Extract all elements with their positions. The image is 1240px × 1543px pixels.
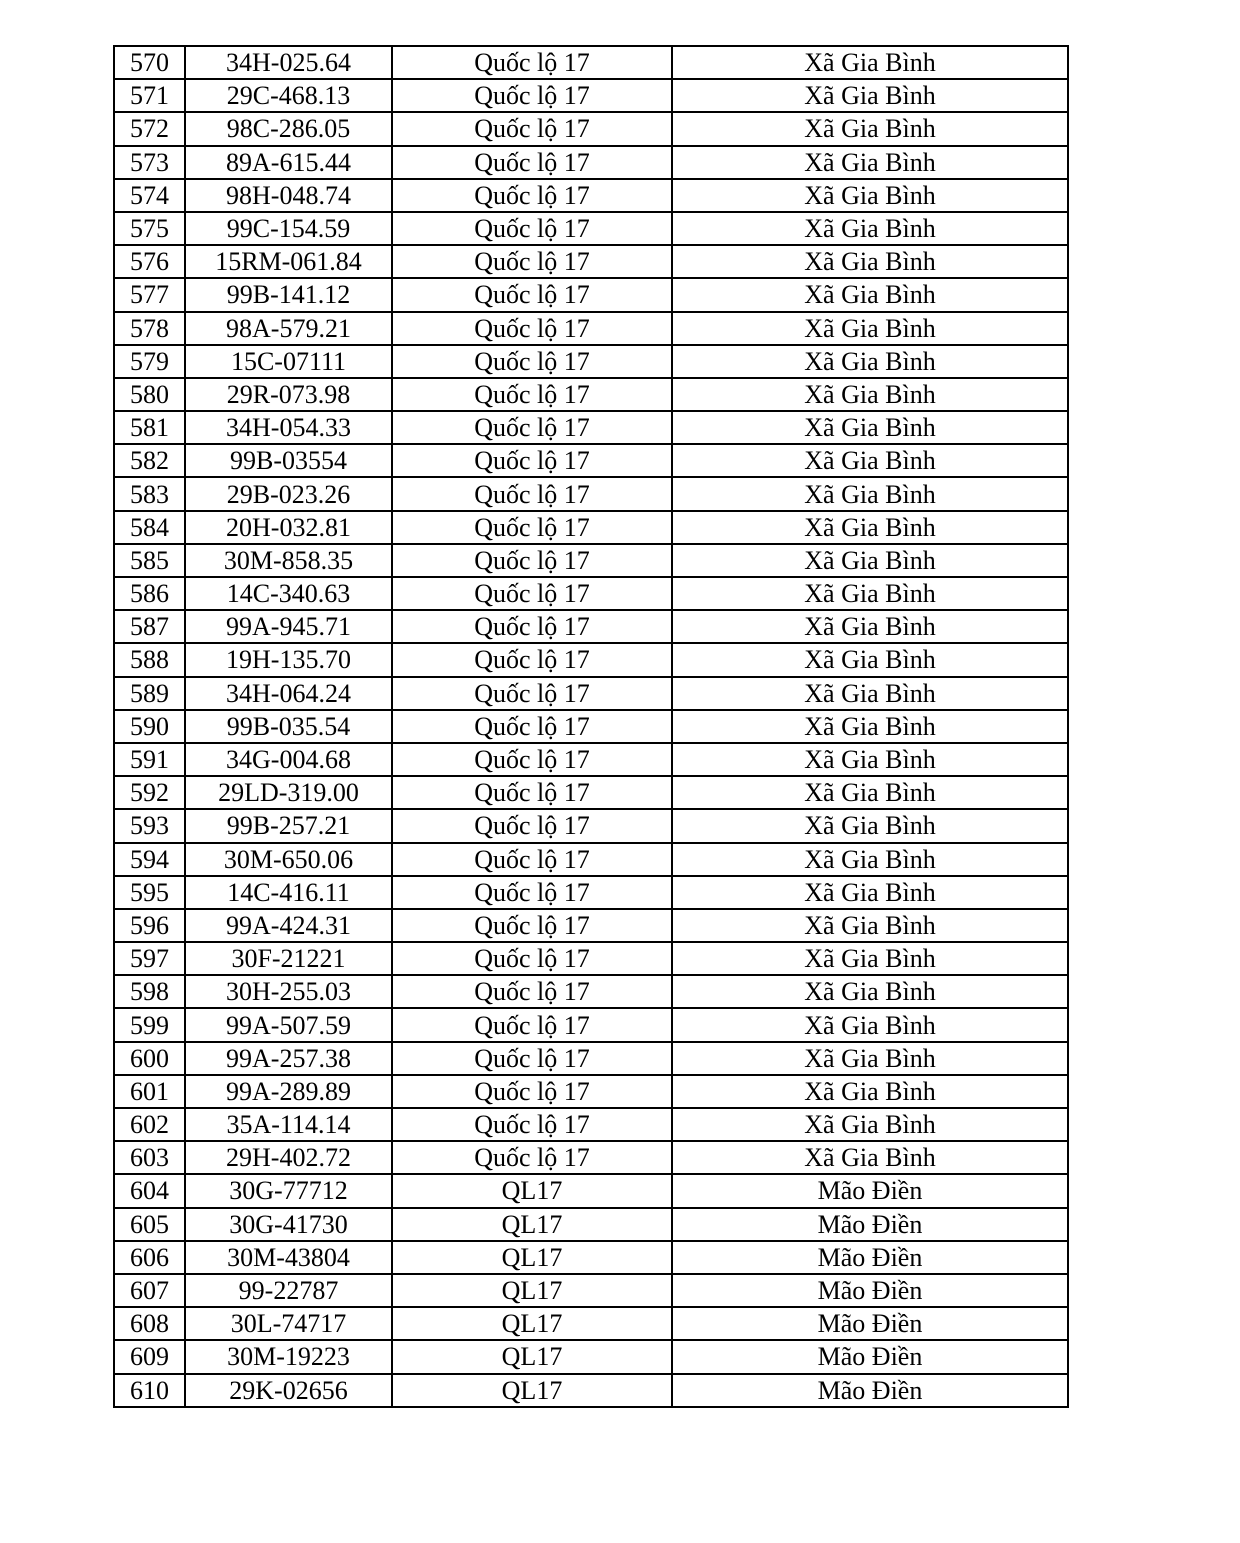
road-cell: Quốc lộ 17	[392, 544, 672, 577]
records-table	[113, 45, 1069, 1408]
table-row	[114, 411, 1068, 444]
license-plate-cell: 14C-340.63	[185, 577, 392, 610]
location-cell: Xã Gia Bình	[672, 710, 1068, 743]
license-plate-cell: 89A-615.44	[185, 146, 392, 179]
table-row	[114, 677, 1068, 710]
location-cell: Mão Điền	[672, 1340, 1068, 1373]
row-number-cell: 580	[114, 378, 185, 411]
row-number-cell: 610	[114, 1374, 185, 1407]
location-cell: Xã Gia Bình	[672, 179, 1068, 212]
license-plate-cell: 29C-468.13	[185, 79, 392, 112]
row-number-cell: 592	[114, 776, 185, 809]
road-cell: Quốc lộ 17	[392, 776, 672, 809]
road-cell: Quốc lộ 17	[392, 809, 672, 842]
location-cell: Xã Gia Bình	[672, 843, 1068, 876]
location-cell: Mão Điền	[672, 1274, 1068, 1307]
location-cell: Xã Gia Bình	[672, 212, 1068, 245]
table-row	[114, 1374, 1068, 1407]
road-cell: Quốc lộ 17	[392, 112, 672, 145]
road-cell: Quốc lộ 17	[392, 643, 672, 676]
location-cell: Xã Gia Bình	[672, 1141, 1068, 1174]
road-cell: Quốc lộ 17	[392, 577, 672, 610]
location-cell: Mão Điền	[672, 1307, 1068, 1340]
row-number-cell: 593	[114, 809, 185, 842]
table-row	[114, 179, 1068, 212]
location-cell: Xã Gia Bình	[672, 245, 1068, 278]
table-row	[114, 1307, 1068, 1340]
table-row	[114, 112, 1068, 145]
location-cell: Mão Điền	[672, 1174, 1068, 1207]
location-cell: Xã Gia Bình	[672, 909, 1068, 942]
row-number-cell: 603	[114, 1141, 185, 1174]
road-cell: Quốc lộ 17	[392, 212, 672, 245]
license-plate-cell: 30M-650.06	[185, 843, 392, 876]
row-number-cell: 583	[114, 477, 185, 510]
road-cell: Quốc lộ 17	[392, 1141, 672, 1174]
table-row	[114, 1042, 1068, 1075]
license-plate-cell: 29H-402.72	[185, 1141, 392, 1174]
row-number-cell: 590	[114, 710, 185, 743]
location-cell: Xã Gia Bình	[672, 743, 1068, 776]
table-row	[114, 1008, 1068, 1041]
license-plate-cell: 99-22787	[185, 1274, 392, 1307]
row-number-cell: 587	[114, 610, 185, 643]
table-row	[114, 477, 1068, 510]
location-cell: Mão Điền	[672, 1208, 1068, 1241]
road-cell: QL17	[392, 1174, 672, 1207]
license-plate-cell: 29B-023.26	[185, 477, 392, 510]
row-number-cell: 586	[114, 577, 185, 610]
table-row	[114, 942, 1068, 975]
row-number-cell: 601	[114, 1075, 185, 1108]
row-number-cell: 579	[114, 345, 185, 378]
table-row	[114, 1241, 1068, 1274]
location-cell: Xã Gia Bình	[672, 345, 1068, 378]
table-row	[114, 1340, 1068, 1373]
table-row	[114, 610, 1068, 643]
license-plate-cell: 30M-19223	[185, 1340, 392, 1373]
row-number-cell: 584	[114, 511, 185, 544]
table-row	[114, 544, 1068, 577]
road-cell: Quốc lộ 17	[392, 1075, 672, 1108]
table-row	[114, 743, 1068, 776]
row-number-cell: 604	[114, 1174, 185, 1207]
row-number-cell: 582	[114, 444, 185, 477]
license-plate-cell: 99B-141.12	[185, 278, 392, 311]
location-cell: Xã Gia Bình	[672, 577, 1068, 610]
table-row	[114, 146, 1068, 179]
road-cell: Quốc lộ 17	[392, 677, 672, 710]
table-row	[114, 809, 1068, 842]
license-plate-cell: 99A-945.71	[185, 610, 392, 643]
road-cell: Quốc lộ 17	[392, 345, 672, 378]
license-plate-cell: 14C-416.11	[185, 876, 392, 909]
row-number-cell: 595	[114, 876, 185, 909]
location-cell: Xã Gia Bình	[672, 1108, 1068, 1141]
road-cell: Quốc lộ 17	[392, 312, 672, 345]
license-plate-cell: 98C-286.05	[185, 112, 392, 145]
license-plate-cell: 20H-032.81	[185, 511, 392, 544]
road-cell: QL17	[392, 1241, 672, 1274]
road-cell: QL17	[392, 1208, 672, 1241]
location-cell: Xã Gia Bình	[672, 477, 1068, 510]
row-number-cell: 607	[114, 1274, 185, 1307]
table-row	[114, 378, 1068, 411]
table-row	[114, 710, 1068, 743]
location-cell: Xã Gia Bình	[672, 378, 1068, 411]
table-row	[114, 909, 1068, 942]
location-cell: Mão Điền	[672, 1241, 1068, 1274]
location-cell: Xã Gia Bình	[672, 79, 1068, 112]
license-plate-cell: 15C-07111	[185, 345, 392, 378]
row-number-cell: 606	[114, 1241, 185, 1274]
row-number-cell: 596	[114, 909, 185, 942]
row-number-cell: 575	[114, 212, 185, 245]
location-cell: Xã Gia Bình	[672, 444, 1068, 477]
table-row	[114, 1108, 1068, 1141]
row-number-cell: 609	[114, 1340, 185, 1373]
road-cell: QL17	[392, 1340, 672, 1373]
table-row	[114, 577, 1068, 610]
row-number-cell: 574	[114, 179, 185, 212]
road-cell: Quốc lộ 17	[392, 511, 672, 544]
table-row	[114, 212, 1068, 245]
location-cell: Xã Gia Bình	[672, 1008, 1068, 1041]
road-cell: Quốc lộ 17	[392, 843, 672, 876]
table-row	[114, 643, 1068, 676]
table-row	[114, 511, 1068, 544]
license-plate-cell: 19H-135.70	[185, 643, 392, 676]
license-plate-cell: 99B-035.54	[185, 710, 392, 743]
location-cell: Xã Gia Bình	[672, 776, 1068, 809]
table-row	[114, 312, 1068, 345]
road-cell: QL17	[392, 1374, 672, 1407]
road-cell: Quốc lộ 17	[392, 444, 672, 477]
location-cell: Xã Gia Bình	[672, 975, 1068, 1008]
road-cell: Quốc lộ 17	[392, 477, 672, 510]
road-cell: Quốc lộ 17	[392, 278, 672, 311]
row-number-cell: 570	[114, 46, 185, 79]
table-row	[114, 843, 1068, 876]
location-cell: Xã Gia Bình	[672, 46, 1068, 79]
row-number-cell: 600	[114, 1042, 185, 1075]
license-plate-cell: 15RM-061.84	[185, 245, 392, 278]
row-number-cell: 578	[114, 312, 185, 345]
location-cell: Xã Gia Bình	[672, 411, 1068, 444]
license-plate-cell: 30F-21221	[185, 942, 392, 975]
table-row	[114, 1174, 1068, 1207]
table-row	[114, 975, 1068, 1008]
location-cell: Xã Gia Bình	[672, 809, 1068, 842]
license-plate-cell: 34H-064.24	[185, 677, 392, 710]
location-cell: Xã Gia Bình	[672, 1042, 1068, 1075]
location-cell: Xã Gia Bình	[672, 1075, 1068, 1108]
row-number-cell: 598	[114, 975, 185, 1008]
location-cell: Xã Gia Bình	[672, 544, 1068, 577]
road-cell: Quốc lộ 17	[392, 610, 672, 643]
license-plate-cell: 29R-073.98	[185, 378, 392, 411]
license-plate-cell: 99B-257.21	[185, 809, 392, 842]
row-number-cell: 573	[114, 146, 185, 179]
road-cell: Quốc lộ 17	[392, 46, 672, 79]
row-number-cell: 602	[114, 1108, 185, 1141]
license-plate-cell: 98A-579.21	[185, 312, 392, 345]
records-table-body	[114, 46, 1068, 1407]
license-plate-cell: 30L-74717	[185, 1307, 392, 1340]
row-number-cell: 588	[114, 643, 185, 676]
location-cell: Mão Điền	[672, 1374, 1068, 1407]
road-cell: Quốc lộ 17	[392, 179, 672, 212]
license-plate-cell: 30G-77712	[185, 1174, 392, 1207]
row-number-cell: 594	[114, 843, 185, 876]
road-cell: Quốc lộ 17	[392, 909, 672, 942]
license-plate-cell: 99A-507.59	[185, 1008, 392, 1041]
road-cell: Quốc lộ 17	[392, 378, 672, 411]
license-plate-cell: 99A-289.89	[185, 1075, 392, 1108]
license-plate-cell: 99B-03554	[185, 444, 392, 477]
row-number-cell: 585	[114, 544, 185, 577]
row-number-cell: 591	[114, 743, 185, 776]
license-plate-cell: 34H-025.64	[185, 46, 392, 79]
table-row	[114, 1075, 1068, 1108]
location-cell: Xã Gia Bình	[672, 511, 1068, 544]
license-plate-cell: 34H-054.33	[185, 411, 392, 444]
row-number-cell: 572	[114, 112, 185, 145]
table-row	[114, 345, 1068, 378]
road-cell: Quốc lộ 17	[392, 975, 672, 1008]
table-row	[114, 1274, 1068, 1307]
row-number-cell: 576	[114, 245, 185, 278]
table-row	[114, 876, 1068, 909]
license-plate-cell: 30M-43804	[185, 1241, 392, 1274]
road-cell: Quốc lộ 17	[392, 79, 672, 112]
table-row	[114, 278, 1068, 311]
location-cell: Xã Gia Bình	[672, 677, 1068, 710]
license-plate-cell: 99C-154.59	[185, 212, 392, 245]
road-cell: Quốc lộ 17	[392, 710, 672, 743]
table-row	[114, 245, 1068, 278]
location-cell: Xã Gia Bình	[672, 876, 1068, 909]
location-cell: Xã Gia Bình	[672, 278, 1068, 311]
road-cell: Quốc lộ 17	[392, 743, 672, 776]
road-cell: QL17	[392, 1274, 672, 1307]
license-plate-cell: 30M-858.35	[185, 544, 392, 577]
road-cell: Quốc lộ 17	[392, 876, 672, 909]
row-number-cell: 589	[114, 677, 185, 710]
row-number-cell: 577	[114, 278, 185, 311]
location-cell: Xã Gia Bình	[672, 610, 1068, 643]
license-plate-cell: 30G-41730	[185, 1208, 392, 1241]
row-number-cell: 571	[114, 79, 185, 112]
location-cell: Xã Gia Bình	[672, 112, 1068, 145]
location-cell: Xã Gia Bình	[672, 146, 1068, 179]
road-cell: Quốc lộ 17	[392, 146, 672, 179]
road-cell: Quốc lộ 17	[392, 411, 672, 444]
table-row	[114, 79, 1068, 112]
row-number-cell: 581	[114, 411, 185, 444]
license-plate-cell: 30H-255.03	[185, 975, 392, 1008]
road-cell: Quốc lộ 17	[392, 1008, 672, 1041]
location-cell: Xã Gia Bình	[672, 643, 1068, 676]
license-plate-cell: 34G-004.68	[185, 743, 392, 776]
row-number-cell: 608	[114, 1307, 185, 1340]
table-row	[114, 776, 1068, 809]
license-plate-cell: 98H-048.74	[185, 179, 392, 212]
license-plate-cell: 99A-257.38	[185, 1042, 392, 1075]
row-number-cell: 605	[114, 1208, 185, 1241]
license-plate-cell: 29K-02656	[185, 1374, 392, 1407]
table-row	[114, 1208, 1068, 1241]
road-cell: Quốc lộ 17	[392, 245, 672, 278]
road-cell: Quốc lộ 17	[392, 942, 672, 975]
road-cell: Quốc lộ 17	[392, 1108, 672, 1141]
location-cell: Xã Gia Bình	[672, 312, 1068, 345]
table-row	[114, 444, 1068, 477]
row-number-cell: 597	[114, 942, 185, 975]
table-row	[114, 1141, 1068, 1174]
row-number-cell: 599	[114, 1008, 185, 1041]
table-row	[114, 46, 1068, 79]
license-plate-cell: 29LD-319.00	[185, 776, 392, 809]
road-cell: QL17	[392, 1307, 672, 1340]
license-plate-cell: 99A-424.31	[185, 909, 392, 942]
license-plate-cell: 35A-114.14	[185, 1108, 392, 1141]
road-cell: Quốc lộ 17	[392, 1042, 672, 1075]
location-cell: Xã Gia Bình	[672, 942, 1068, 975]
